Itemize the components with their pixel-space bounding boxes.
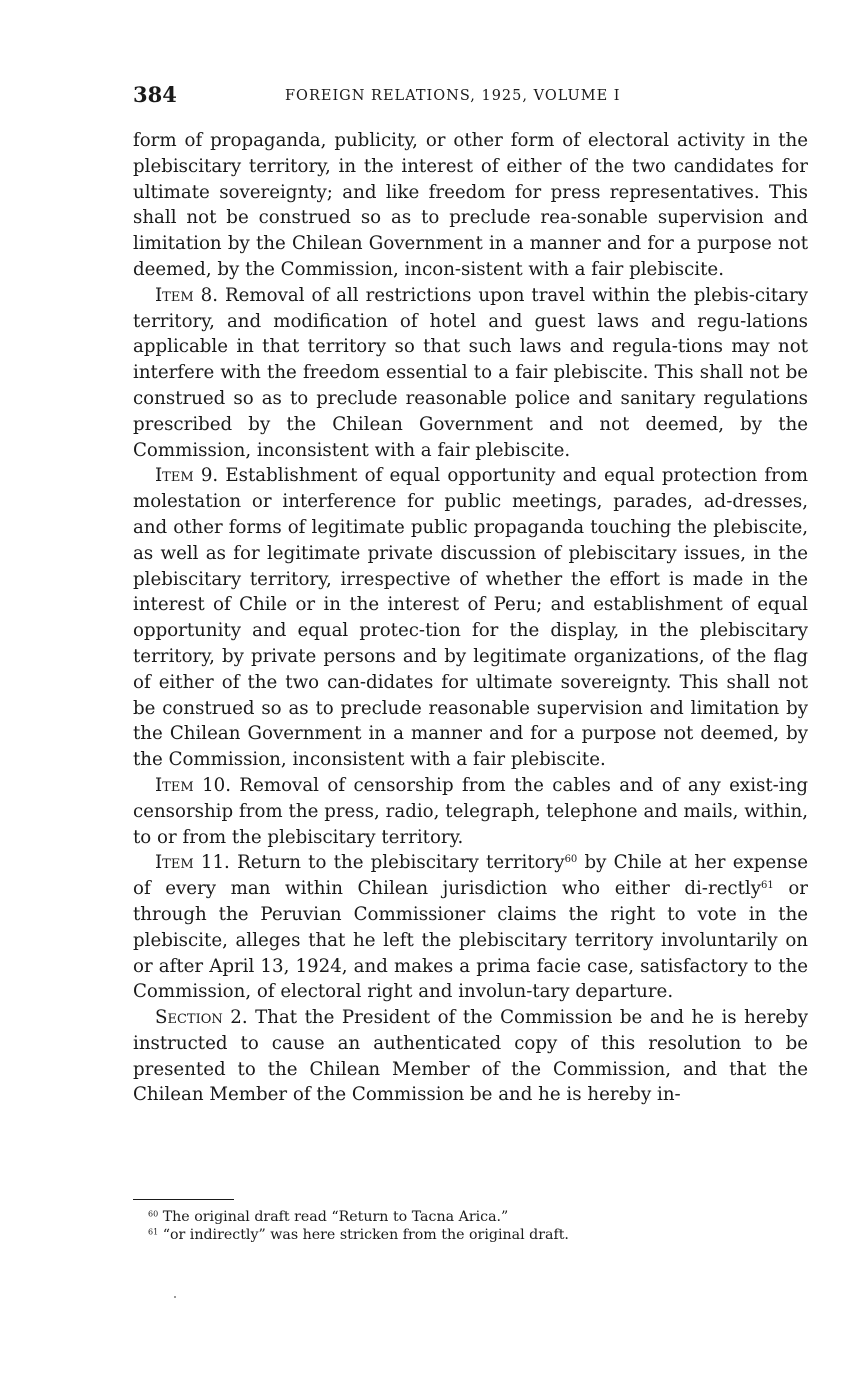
section-label: Section [155, 1007, 223, 1029]
scan-speck [174, 1296, 176, 1298]
item-label: Item [155, 284, 194, 306]
footnote-reference[interactable]: 60 [564, 854, 578, 866]
paragraph-item-8 [133, 283, 808, 464]
paragraph-continuation: form of propaganda, publicity, or other form of electoral activity in the plebiscitary territory, in the interest of either of the two candidates for ultimate sovereignty; and like freedom for press representatives. This shall not be construed so as to preclude rea-sonable supervision and limitation by the Chilean Government in a manner and for a purpose not deemed, by the Commission, incon-sistent with a fair plebiscite. [133, 130, 808, 280]
paragraph-item-9 [133, 463, 808, 773]
item-text-b: by Chile at her expense of every man within Chilean jurisdiction who either di-rectly [133, 852, 808, 900]
item-label: Item [155, 774, 194, 796]
page-number: 384 [133, 82, 177, 107]
footnote-marker: 60 [148, 1209, 159, 1219]
item-text-c: or through the Peruvian Commissioner claims the right to vote in the plebiscite, alleges that he left the plebiscitary territory involuntarily on or after April 13, 1924, and makes a prima facie case, satisfactory to the Commission, of electoral right and involun-tary departure. [133, 878, 808, 1003]
footnote-60 [148, 1208, 808, 1226]
footnote-divider [133, 1199, 234, 1200]
footnote-marker: 61 [148, 1227, 159, 1237]
page-header [133, 82, 808, 116]
item-number: 11. [200, 852, 230, 874]
footnote-text: “or indirectly” was here stricken from the original draft. [162, 1227, 569, 1243]
item-label: Item [155, 852, 194, 874]
paragraph-section-2 [133, 1005, 808, 1108]
paragraph-item-10 [133, 773, 808, 850]
paragraph-item-11 [133, 850, 808, 1005]
item-number: 8. [200, 284, 218, 306]
item-number: 10. [202, 774, 231, 796]
item-number: 9. [200, 465, 219, 487]
item-text: Removal of all restrictions upon travel within the plebis-citary territory, and modification of hotel and guest laws and regu-lations applicable in that territory so that such laws and regula-tions may not interfere with the freedom essential to a fair plebiscite. This shall not be construed so as to preclude reasonable police and sanitary regulations prescribed by the Chilean Government and not deemed, by the Commission, inconsistent with a fair plebiscite. [133, 284, 808, 461]
item-text: Establishment of equal opportunity and equal protection from molestation or interference for public meetings, parades, ad-dresses, and other forms of legitimate public propaganda touching the plebiscite, as well as for legitimate private discussion of plebiscitary issues, in the plebiscitary territory, irrespective of whether the effort is made in the interest of Chile or in the interest of Peru; and establishment of equal opportunity and equal protec-tion for the display, in the plebiscitary territory, by private persons and by legitimate organizations, of the flag of either of the two can-didates for ultimate sovereignty. This shall not be construed so as to preclude reasonable supervision and limitation by the Chilean Government in a manner and for a purpose not deemed, by the Commission, inconsistent with a fair plebiscite. [133, 465, 808, 771]
footnote-reference[interactable]: 61 [761, 880, 774, 892]
item-text: Removal of censorship from the cables and of any exist-ing censorship from the press, radio, telegraph, telephone and mails, within, to or from the plebiscitary territory. [133, 774, 808, 848]
body-text [133, 128, 808, 1108]
running-title: FOREIGN RELATIONS, 1925, VOLUME I [285, 88, 621, 104]
item-text-a: Return to the plebiscitary territory [237, 852, 565, 874]
section-number: 2. [230, 1007, 248, 1029]
footnote-61 [148, 1226, 808, 1244]
footnote-text: The original draft read “Return to Tacna Arica.” [162, 1209, 509, 1225]
footnotes [148, 1208, 808, 1244]
section-text: That the President of the Commission be and he is hereby instructed to cause an authenticated copy of this resolution to be presented to the Chilean Member of the Commission, and that the Chilean Member of the Commission be and he is hereby in- [133, 1007, 808, 1106]
item-label: Item [155, 465, 194, 487]
